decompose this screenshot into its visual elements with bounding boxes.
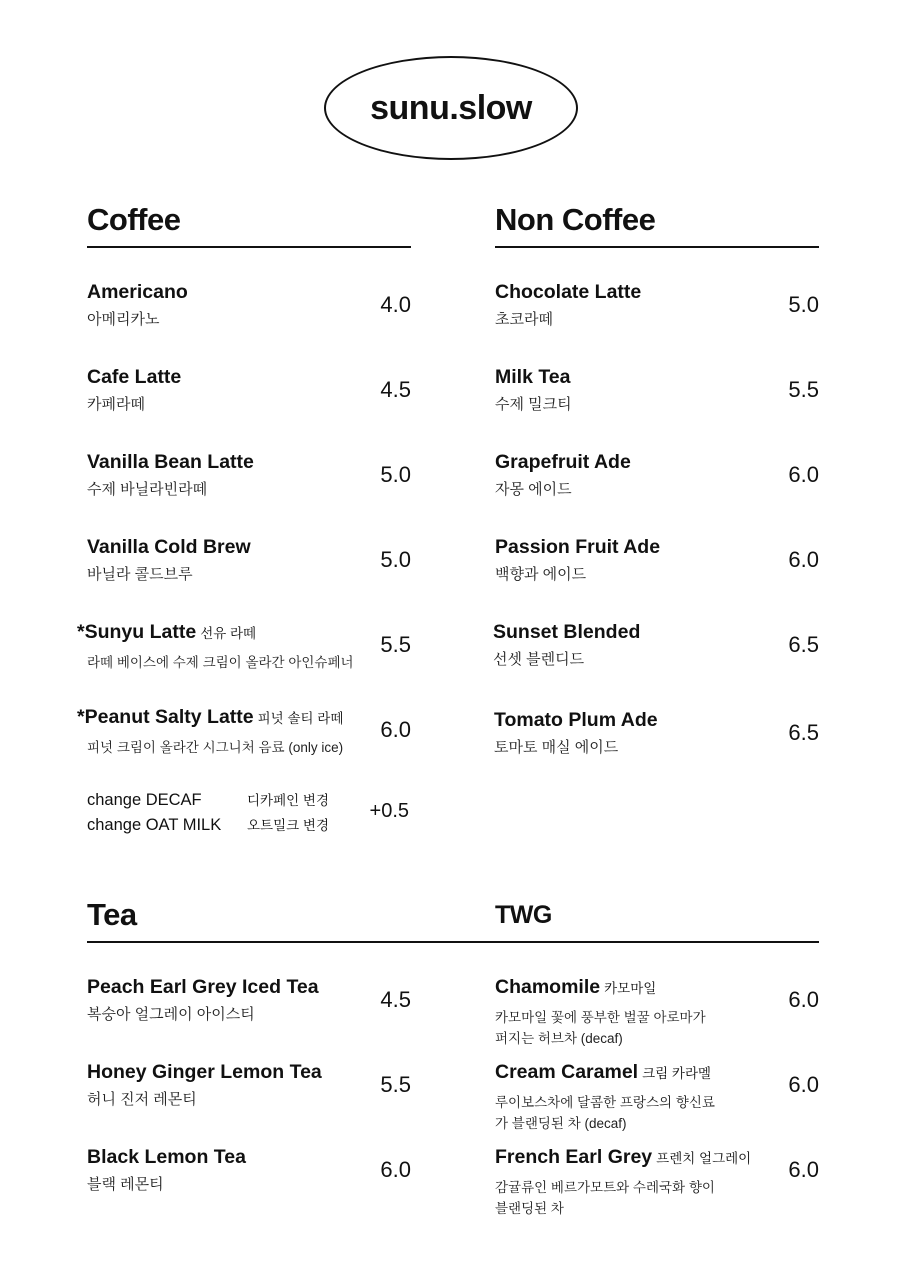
- item-korean-name: 크림 카라멜: [642, 1066, 712, 1081]
- item-name: Black Lemon Tea: [87, 1146, 246, 1168]
- option-price: +0.5: [369, 800, 409, 822]
- item-price: 6.0: [380, 717, 411, 742]
- item-price: 6.0: [380, 1157, 411, 1182]
- brand-logo: [324, 56, 578, 160]
- item-price: 4.5: [380, 987, 411, 1012]
- item-price: 5.0: [788, 292, 819, 317]
- menu-item: [493, 620, 819, 670]
- menu-item: [87, 450, 411, 500]
- menu-item: [495, 450, 819, 500]
- menu-item: [87, 535, 411, 585]
- menu-item: [495, 280, 819, 330]
- item-description: 피넛 크림이 올라간 시그니처 음료 (only ice): [87, 740, 344, 755]
- coffee-divider: [87, 246, 411, 248]
- item-price: 6.0: [788, 547, 819, 572]
- item-korean-name: 초코라떼: [495, 311, 553, 328]
- item-korean-name: 바닐라 콜드브루: [87, 566, 193, 583]
- item-korean-name: 수제 바닐라빈라떼: [87, 481, 208, 498]
- item-name: Tomato Plum Ade: [494, 709, 658, 731]
- item-name: Honey Ginger Lemon Tea: [87, 1061, 322, 1083]
- item-name: Passion Fruit Ade: [495, 536, 661, 558]
- menu-item: [77, 620, 411, 673]
- item-price: 6.5: [788, 720, 819, 745]
- tea-title: Tea: [87, 897, 137, 932]
- menu-item: [77, 705, 411, 758]
- menu-item: [495, 1145, 819, 1219]
- item-name: Sunset Blended: [493, 621, 641, 643]
- item-name: [495, 975, 819, 1001]
- twg-section: [495, 893, 819, 1223]
- item-korean-name: 프렌치 얼그레이: [656, 1151, 752, 1166]
- description-line: 루이보스차에 달콤한 프랑스의 향신료: [495, 1095, 715, 1110]
- option-name: change OAT MILK: [87, 816, 222, 834]
- item-price: 6.0: [788, 1072, 819, 1097]
- coffee-section: [77, 198, 411, 848]
- item-name: Peach Earl Grey Iced Tea: [87, 976, 319, 998]
- non-coffee-section: [495, 198, 819, 778]
- item-name: [495, 1145, 819, 1171]
- item-korean-name: 선셋 블렌디드: [493, 651, 585, 668]
- item-korean-name: 블랙 레몬티: [87, 1176, 164, 1193]
- item-name-text: French Earl Grey: [495, 1146, 653, 1168]
- item-korean-name: 허니 진저 레몬티: [87, 1091, 197, 1108]
- menu-item: [87, 975, 411, 1025]
- option-name: change DECAF: [87, 791, 202, 809]
- menu-item: [495, 975, 819, 1049]
- description-line: 퍼지는 허브차 (decaf): [495, 1031, 623, 1046]
- item-price: 4.5: [380, 377, 411, 402]
- menu-item: [87, 1145, 411, 1195]
- item-price: 5.5: [380, 632, 411, 657]
- menu-item: [495, 1060, 819, 1134]
- item-price: 5.5: [380, 1072, 411, 1097]
- option-korean-name: 디카페인 변경: [247, 793, 329, 808]
- option-oat-milk: [87, 813, 411, 838]
- tea-section: [87, 893, 411, 1213]
- menu-item: [87, 1060, 411, 1110]
- item-description: [495, 1007, 819, 1049]
- item-name-text: Chamomile: [495, 976, 601, 998]
- item-korean-name: 토마토 매실 에이드: [494, 739, 619, 756]
- twg-title: TWG: [495, 901, 552, 929]
- description-line: 감귤류인 베르가모트와 수레국화 향이: [495, 1180, 715, 1195]
- non-coffee-divider: [495, 246, 819, 248]
- brand-name: sunu.slow: [370, 88, 532, 127]
- menu-item: [495, 535, 819, 585]
- item-korean-name: 피넛 솔티 라떼: [257, 711, 344, 726]
- item-korean-name: 카모마일: [604, 981, 657, 996]
- item-description: [495, 1092, 819, 1134]
- item-korean-name: 카페라떼: [87, 396, 145, 413]
- item-name-text: *Sunyu Latte: [77, 621, 197, 643]
- option-extras: [87, 788, 411, 838]
- item-korean-name: 자몽 에이드: [495, 481, 572, 498]
- item-korean-name: 선유 라떼: [200, 626, 257, 641]
- item-name: Milk Tea: [495, 366, 571, 388]
- item-name-text: Cream Caramel: [495, 1061, 639, 1083]
- item-price: 6.5: [788, 632, 819, 657]
- item-price: 6.0: [788, 462, 819, 487]
- item-name: Chocolate Latte: [495, 281, 642, 303]
- item-name: Americano: [87, 281, 188, 303]
- item-name: Cafe Latte: [87, 366, 182, 388]
- item-korean-name: 아메리카노: [87, 311, 160, 328]
- menu-item: [87, 365, 411, 415]
- menu-item: [495, 365, 819, 415]
- menu-item: [494, 708, 819, 758]
- item-name: Vanilla Cold Brew: [87, 536, 251, 558]
- item-name: Vanilla Bean Latte: [87, 451, 254, 473]
- description-line: 가 블랜딩된 차 (decaf): [495, 1116, 627, 1131]
- item-korean-name: 백향과 에이드: [495, 566, 587, 583]
- description-line: 카모마일 꽃에 풍부한 벌꿀 아로마가: [495, 1010, 706, 1025]
- option-korean-name: 오트밀크 변경: [247, 818, 329, 833]
- item-korean-name: 복숭아 얼그레이 아이스티: [87, 1006, 255, 1023]
- item-name: Grapefruit Ade: [495, 451, 631, 473]
- item-description: [495, 1177, 819, 1219]
- item-price: 6.0: [788, 1157, 819, 1182]
- item-price: 5.5: [788, 377, 819, 402]
- non-coffee-title: Non Coffee: [495, 202, 656, 237]
- item-price: 5.0: [380, 547, 411, 572]
- item-price: 5.0: [380, 462, 411, 487]
- item-price: 6.0: [788, 987, 819, 1012]
- item-name-text: *Peanut Salty Latte: [77, 706, 254, 728]
- item-name: [77, 705, 411, 731]
- item-price: 4.0: [380, 292, 411, 317]
- item-name: [495, 1060, 819, 1086]
- description-line: 블랜딩된 차: [495, 1201, 564, 1216]
- item-korean-name: 수제 밀크티: [495, 396, 572, 413]
- item-description: 라떼 베이스에 수제 크림이 올라간 아인슈페너: [87, 655, 354, 670]
- option-decaf: [87, 788, 411, 813]
- coffee-title: Coffee: [87, 202, 181, 237]
- item-name: [77, 620, 411, 646]
- menu-item: [87, 280, 411, 330]
